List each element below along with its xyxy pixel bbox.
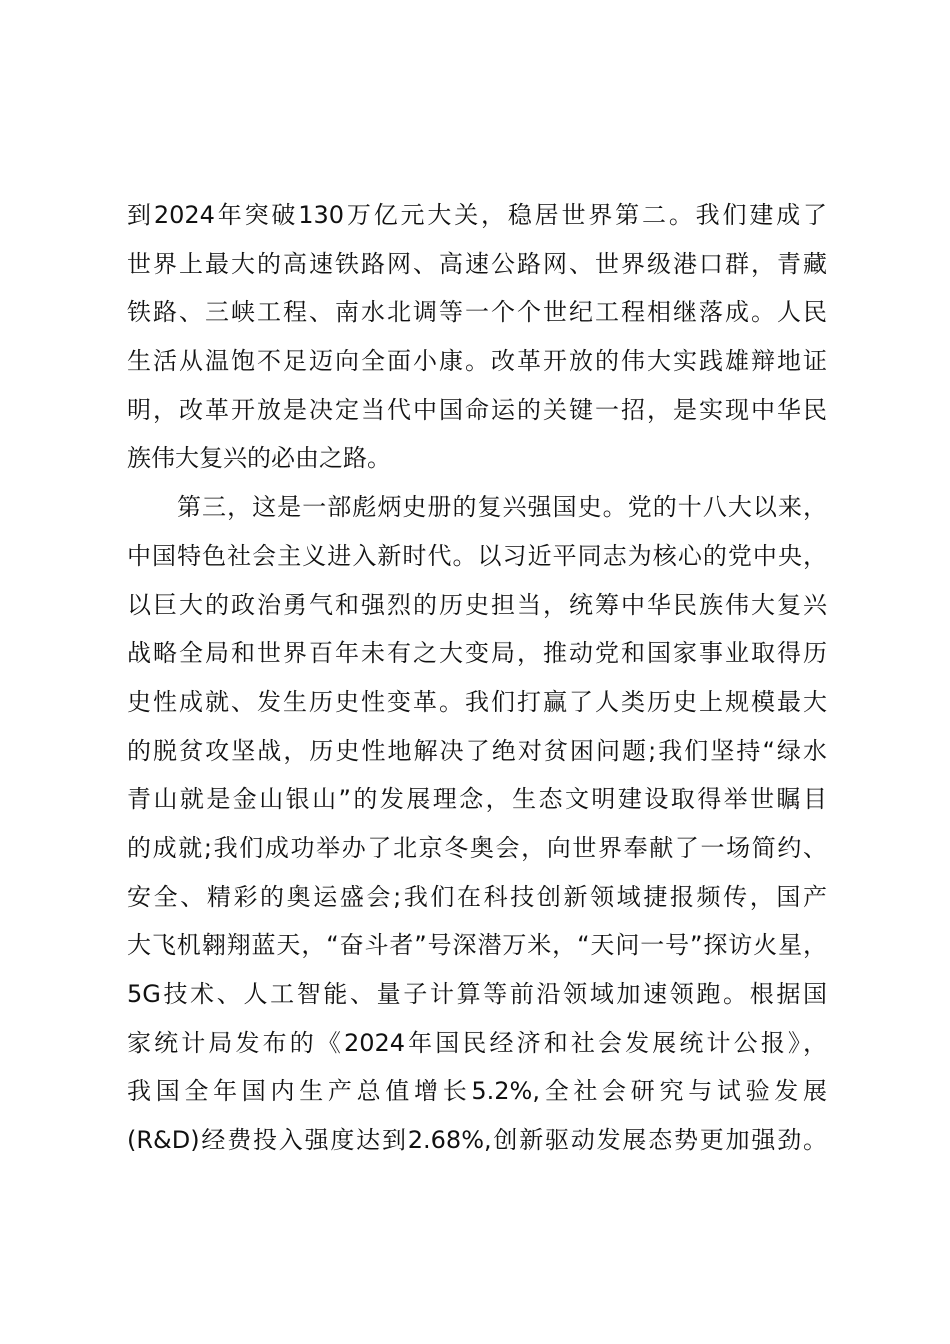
text-line: 我国全年国内生产总值增长5.2%,全社会研究与试验发展 (127, 1077, 827, 1106)
text-line: 5G技术、人工智能、量子计算等前沿领域加速领跑。根据国 (127, 980, 827, 1008)
text-line: 世界上最大的高速铁路网、高速公路网、世界级港口群，青藏 (127, 249, 827, 278)
text-line: 中国特色社会主义进入新时代。以习近平同志为核心的党中央， (127, 541, 827, 570)
text-line: 史性成就、发生历史性变革。我们打赢了人类历史上规模最大 (127, 687, 827, 716)
text-line: 大飞机翱翔蓝天，“奋斗者”号深潜万米，“天问一号”探访火星， (127, 931, 827, 960)
text-line: 家统计局发布的《2024年国民经济和社会发展统计公报》， (127, 1028, 827, 1057)
text-line: (R&D)经费投入强度达到2.68%,创新驱动发展态势更加强劲。 (127, 1126, 827, 1155)
text-line: 的成就;我们成功举办了北京冬奥会，向世界奉献了一场简约、 (127, 833, 827, 862)
text-line: 铁路、三峡工程、南水北调等一个个世纪工程相继落成。人民 (127, 298, 827, 327)
text-line: 明，改革开放是决定当代中国命运的关键一招，是实现中华民 (127, 395, 827, 424)
body-text (127, 191, 827, 1165)
text-line: 生活从温饱不足迈向全面小康。改革开放的伟大实践雄辩地证 (127, 347, 827, 376)
text-line: 战略全局和世界百年未有之大变局，推动党和国家事业取得历 (127, 639, 827, 668)
text-line: 族伟大复兴的必由之路。 (127, 444, 391, 473)
text-line: 安全、精彩的奥运盛会;我们在科技创新领域捷报频传，国产 (127, 882, 827, 911)
text-line: 的脱贫攻坚战，历史性地解决了绝对贫困问题;我们坚持“绿水 (127, 736, 827, 765)
text-line: 到2024年突破130万亿元大关，稳居世界第二。我们建成了 (127, 201, 827, 229)
text-line: 以巨大的政治勇气和强烈的历史担当，统筹中华民族伟大复兴 (127, 590, 827, 619)
paragraph-first-line: 第三，这是一部彪炳史册的复兴强国史。党的十八大以来， (177, 493, 827, 522)
text-line: 青山就是金山银山”的发展理念，生态文明建设取得举世瞩目 (127, 785, 827, 814)
